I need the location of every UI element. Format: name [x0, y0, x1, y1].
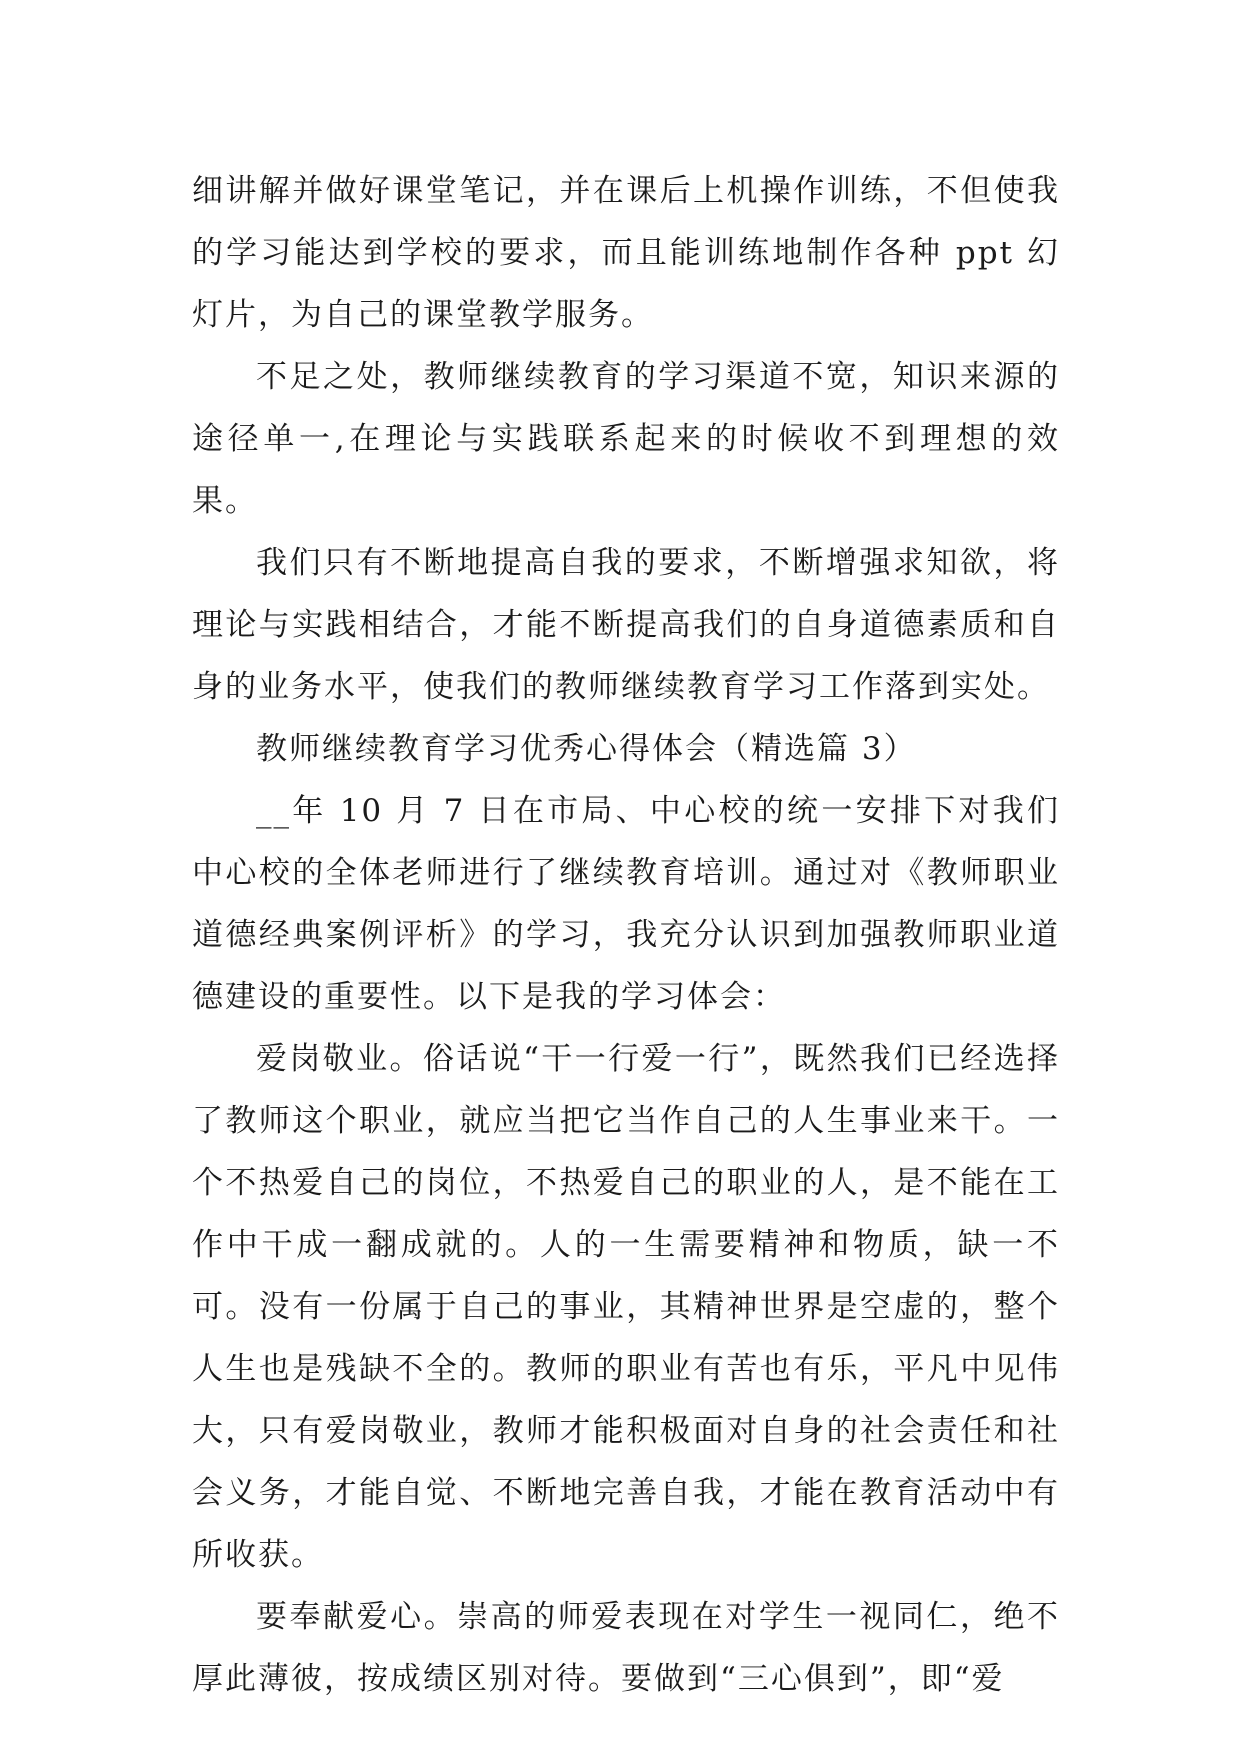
paragraph-conclusion: 我们只有不断地提高自我的要求，不断增强求知欲，将理论与实践相结合，才能不断提高我们的自身道德素质和自身的业务水平，使我们的教师继续教育学习工作落到实处。 [192, 545, 1060, 705]
paragraph-continuation: 细讲解并做好课堂笔记，并在课后上机操作训练，不但使我的学习能达到学校的要求，而且能训练地制作各种 ppt 幻灯片，为自己的课堂教学服务。 [192, 173, 1060, 333]
document-body [192, 160, 1060, 1710]
paragraph-dedication: 爱岗敬业。俗话说“干一行爱一行”，既然我们已经选择了教师这个职业，就应当把它当作自己的人生事业来干。一个不热爱自己的岗位，不热爱自己的职业的人，是不能在工作中干成一翻成就的。人的一生需要精神和物质，缺一不可。没有一份属于自己的事业，其精神世界是空虚的，整个人生也是残缺不全的。教师的职业有苦也有乐，平凡中见伟大，只有爱岗敬业，教师才能积极面对自身的社会责任和社会义务，才能自觉、不断地完善自我，才能在教育活动中有所收获。 [192, 1041, 1060, 1573]
section-heading: 教师继续教育学习优秀心得体会（精选篇 3） [256, 731, 917, 767]
paragraph-intro: __年 10 月 7 日在市局、中心校的统一安排下对我们中心校的全体老师进行了继续教育培训。通过对《教师职业道德经典案例评析》的学习，我充分认识到加强教师职业道德建设的重要性。以下是我的学习体会： [192, 793, 1060, 1015]
paragraph-shortcomings: 不足之处，教师继续教育的学习渠道不宽，知识来源的途径单一,在理论与实践联系起来的时候收不到理想的效果。 [192, 359, 1060, 519]
paragraph-love: 要奉献爱心。崇高的师爱表现在对学生一视同仁，绝不厚此薄彼，按成绩区别对待。要做到“三心俱到”，即“爱 [192, 1599, 1060, 1697]
